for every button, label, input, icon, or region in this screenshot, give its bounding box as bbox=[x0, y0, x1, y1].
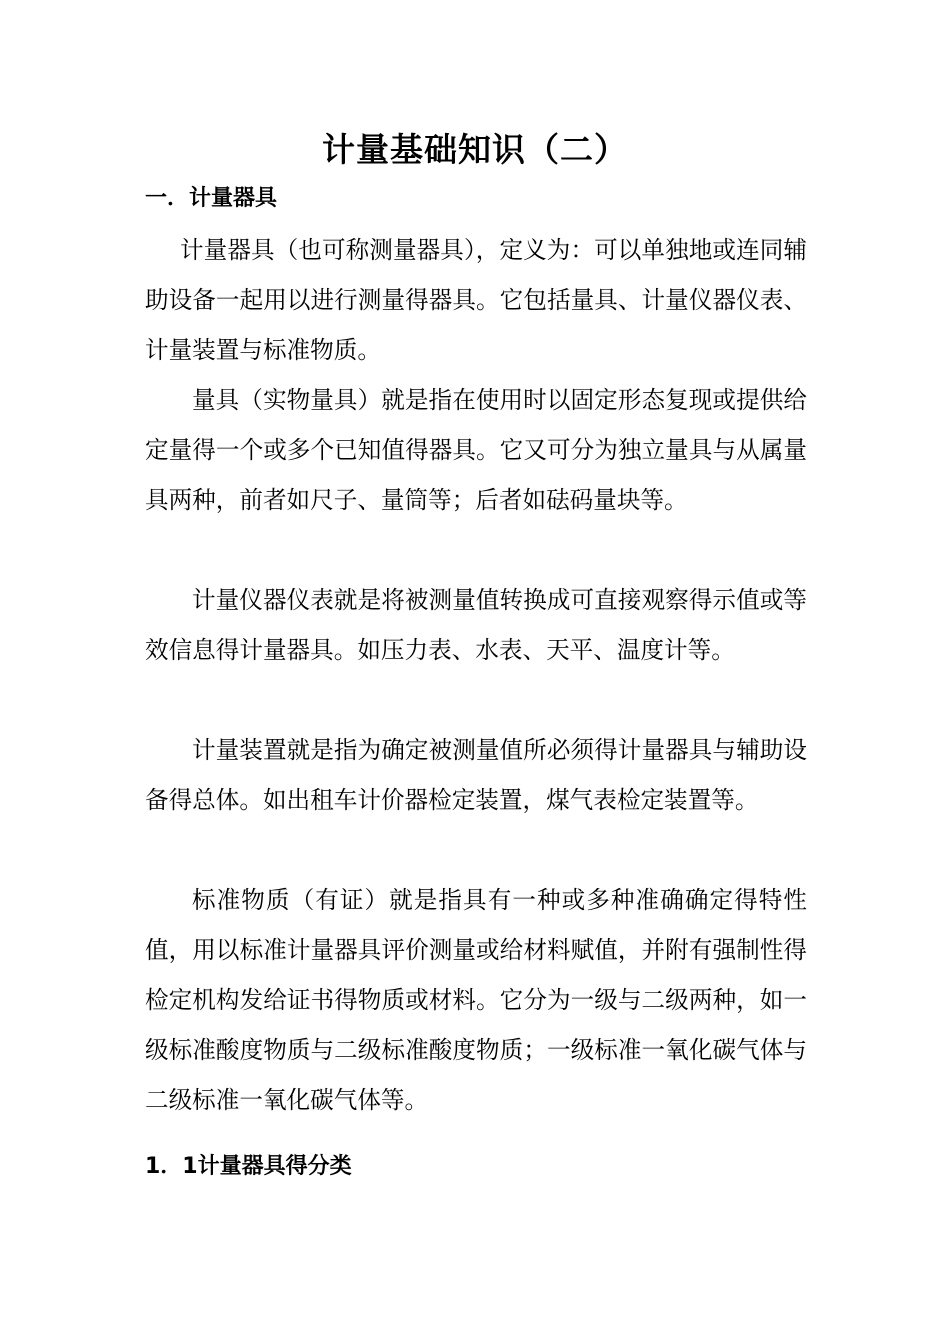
paragraph-measuring-instruments-meters: 计量仪器仪表就是将被测量值转换成可直接观察得示值或等效信息得计量器具。如压力表、水表、天平、温度计等。 bbox=[145, 586, 807, 664]
subsection-heading: 1．1计量器具得分类 bbox=[145, 1154, 352, 1179]
paragraph-measuring-instruments-definition: 计量器具（也可称测量器具），定义为：可以单独地或连同辅助设备一起用以进行测量得器具。它包括量具、计量仪器仪表、计量装置与标准物质。 bbox=[145, 236, 807, 364]
section-heading: 一．计量器具 bbox=[145, 186, 278, 211]
paragraph-reference-materials: 标准物质（有证）就是指具有一种或多种准确确定得特性值，用以标准计量器具评价测量或给材料赋值，并附有强制性得检定机构发给证书得物质或材料。它分为一级与二级两种，如一级标准酸度物质与二级标准酸度物质；一级标准一氧化碳气体与二级标准一氧化碳气体等。 bbox=[145, 886, 807, 1114]
paragraph-measuring-systems: 计量装置就是指为确定被测量值所必须得计量器具与辅助设备得总体。如出租车计价器检定装置，煤气表检定装置等。 bbox=[145, 736, 807, 814]
paragraph-material-measures: 量具（实物量具）就是指在使用时以固定形态复现或提供给定量得一个或多个已知值得器具。它又可分为独立量具与从属量具两种，前者如尺子、量筒等；后者如砝码量块等。 bbox=[145, 386, 807, 514]
page-title: 计量基础知识（二） bbox=[322, 130, 628, 169]
